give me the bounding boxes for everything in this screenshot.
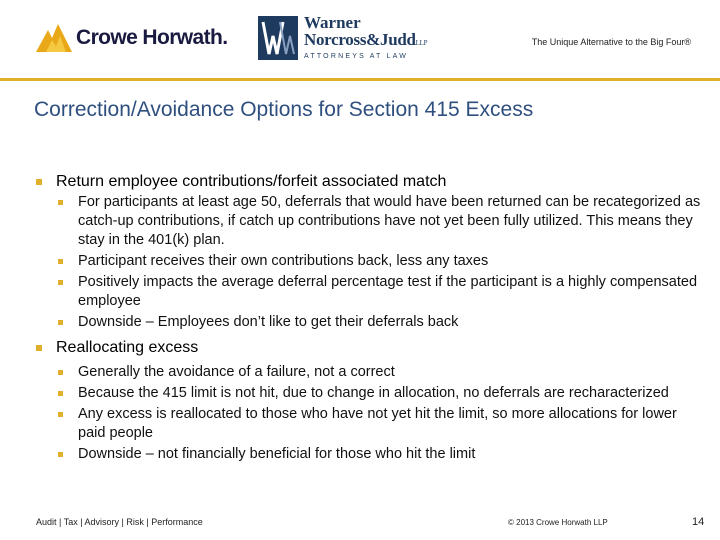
warner-name-line1: Warner [304,13,361,32]
crowe-logo-text: Crowe Horwath. [76,26,228,49]
square-bullet-icon [58,200,63,205]
square-bullet-icon [58,280,63,285]
square-bullet-icon [58,320,63,325]
slide-title: Correction/Avoidance Options for Section 415 Excess [34,98,534,121]
crowe-mountain-icon [36,24,72,54]
list-item: Generally the avoidance of a failure, not a correct [36,363,706,382]
warner-llp: LLP [415,39,428,47]
warner-norcross-judd-logo [258,14,458,66]
list-item: Participant receives their own contributions back, less any taxes [36,252,706,271]
bullet-content [36,170,706,464]
square-bullet-icon [58,412,63,417]
square-bullet-icon [36,345,42,351]
crowe-horwath-logo [36,22,226,58]
square-bullet-icon [58,452,63,457]
square-bullet-icon [36,179,42,185]
list-item: For participants at least age 50, deferrals that would have been returned can be recategorized as catch-up contributions, if catch up contributions have not yet been fully utilized. This means they stay in the 401(k) plan. [36,193,706,250]
section-heading: Return employee contributions/forfeit associated match [36,172,706,191]
tagline: The Unique Alternative to the Big Four® [531,37,691,47]
list-item: Downside – not financially beneficial for those who hit the limit [36,445,706,464]
warner-name-line2: Norcross&JuddLLP [304,30,428,49]
square-bullet-icon [58,370,63,375]
header-divider [0,78,720,81]
list-item: Because the 415 limit is not hit, due to change in allocation, no deferrals are recharacterized [36,384,706,403]
wnj-monogram-icon [258,16,298,60]
square-bullet-icon [58,391,63,396]
footer-service-lines: Audit | Tax | Advisory | Risk | Performance [36,517,203,527]
warner-subtitle: ATTORNEYS AT LAW [304,53,409,60]
list-item: Positively impacts the average deferral percentage test if the participant is a highly compensated employee [36,273,706,311]
square-bullet-icon [58,259,63,264]
footer-copyright: © 2013 Crowe Horwath LLP [508,518,608,527]
section-heading: Reallocating excess [36,338,706,357]
list-item: Any excess is reallocated to those who have not yet hit the limit, so more allocations for lower paid people [36,405,706,443]
list-item: Downside – Employees don’t like to get their deferrals back [36,313,706,332]
page-number: 14 [692,516,705,528]
